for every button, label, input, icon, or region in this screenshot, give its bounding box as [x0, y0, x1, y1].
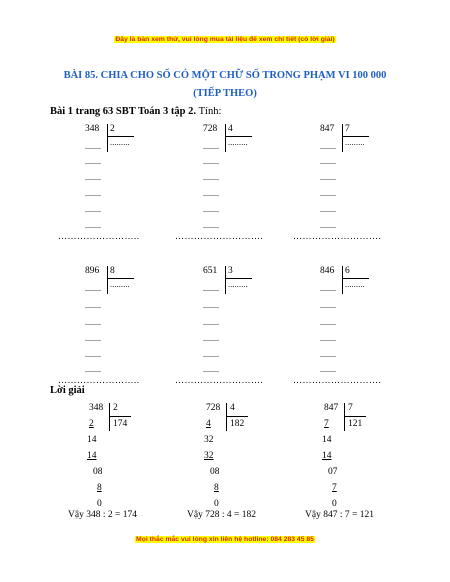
- subtrahend: 7: [332, 483, 337, 493]
- conclusion-1: Vậy 348 : 2 = 174: [68, 510, 137, 520]
- solution-3: [320, 403, 430, 521]
- work-blank: ........: [85, 157, 101, 166]
- problem-3: [315, 124, 415, 234]
- work-blank: ........: [320, 301, 336, 310]
- division-underline: [226, 416, 248, 417]
- division-bar: [226, 403, 227, 431]
- work-blank: ........: [85, 365, 101, 374]
- separator-line: ……………………..: [58, 375, 140, 385]
- work-blank: ........: [85, 142, 101, 151]
- remainder: 08: [210, 467, 220, 477]
- work-blank: ........: [320, 365, 336, 374]
- quotient: 174: [113, 419, 128, 429]
- work-blank: ........: [320, 284, 336, 293]
- division-bar: [342, 266, 343, 294]
- conclusion-2: Vậy 728 : 4 = 182: [187, 510, 256, 520]
- exercise-prompt: Tính:: [198, 106, 222, 117]
- subtrahend: 4: [206, 419, 211, 429]
- division-bar: [344, 403, 345, 431]
- dividend: 846: [320, 266, 335, 276]
- division-underline: [107, 278, 134, 279]
- work-blank: ........: [320, 350, 336, 359]
- divisor: 4: [228, 124, 233, 134]
- quotient-blank: .........: [345, 280, 365, 289]
- work-blank: ........: [203, 365, 219, 374]
- divisor: 2: [110, 124, 115, 134]
- quotient-blank: .........: [110, 138, 130, 147]
- work-blank: ........: [320, 173, 336, 182]
- work-blank: ........: [85, 301, 101, 310]
- division-bar: [225, 266, 226, 294]
- work-blank: ........: [85, 221, 101, 230]
- quotient-blank: .........: [110, 280, 130, 289]
- work-blank: ........: [203, 318, 219, 327]
- subtrahend: 14: [87, 451, 97, 461]
- work-blank: ........: [85, 189, 101, 198]
- separator-line: ……………………….: [293, 231, 382, 241]
- dividend: 847: [320, 124, 335, 134]
- division-bar: [109, 403, 110, 431]
- divisor: 2: [113, 403, 118, 413]
- page-title: BÀI 85. CHIA CHO SỐ CÓ MỘT CHỮ SỐ TRONG PHẠM VI 100 000: [63, 70, 387, 81]
- divisor: 7: [348, 403, 353, 413]
- work-blank: ........: [320, 334, 336, 343]
- work-blank: ........: [320, 205, 336, 214]
- work-blank: ........: [320, 142, 336, 151]
- subtrahend: 14: [322, 451, 332, 461]
- remainder: 07: [328, 467, 338, 477]
- division-underline: [107, 136, 134, 137]
- quotient-blank: .........: [345, 138, 365, 147]
- dividend: 651: [203, 266, 218, 276]
- work-blank: ........: [85, 284, 101, 293]
- remainder: 14: [87, 435, 97, 445]
- work-blank: ........: [320, 221, 336, 230]
- dividend: 348: [85, 124, 100, 134]
- work-blank: ........: [85, 318, 101, 327]
- solution-2: [202, 403, 312, 521]
- problem-5: [198, 266, 298, 376]
- dividend: 348: [89, 403, 104, 413]
- work-blank: ........: [203, 221, 219, 230]
- work-blank: ........: [203, 189, 219, 198]
- divisor: 6: [345, 266, 350, 276]
- division-underline: [342, 278, 369, 279]
- divisor: 3: [228, 266, 233, 276]
- preview-banner-text: Đây là bản xem thử, vui lòng mua tài liệu để xem chi tiết (có lời giải): [115, 36, 335, 43]
- problem-6: [315, 266, 415, 376]
- division-bar: [225, 124, 226, 152]
- remainder: 14: [322, 435, 332, 445]
- division-bar: [342, 124, 343, 152]
- division-underline: [225, 136, 252, 137]
- quotient: 182: [230, 419, 245, 429]
- divisor: 4: [230, 403, 235, 413]
- quotient: 121: [348, 419, 363, 429]
- solution-1: [85, 403, 195, 521]
- work-blank: ........: [203, 301, 219, 310]
- dividend: 847: [324, 403, 339, 413]
- separator-line: ……………………….: [175, 231, 264, 241]
- separator-line: ……………………….: [175, 375, 264, 385]
- work-blank: ........: [203, 284, 219, 293]
- preview-banner: [0, 36, 450, 43]
- work-blank: ........: [203, 142, 219, 151]
- work-blank: ........: [203, 157, 219, 166]
- dividend: 728: [203, 124, 218, 134]
- remainder: 0: [214, 499, 219, 509]
- work-blank: ........: [320, 318, 336, 327]
- remainder: 32: [204, 435, 214, 445]
- division-bar: [107, 266, 108, 294]
- work-blank: ........: [85, 350, 101, 359]
- work-blank: ........: [85, 334, 101, 343]
- quotient-blank: .........: [228, 280, 248, 289]
- work-blank: ........: [203, 350, 219, 359]
- page-subtitle: (TIẾP THEO): [193, 88, 257, 99]
- subtrahend: 7: [324, 419, 329, 429]
- work-blank: ........: [85, 205, 101, 214]
- work-blank: ........: [85, 173, 101, 182]
- problem-2: [198, 124, 298, 234]
- dividend: 896: [85, 266, 100, 276]
- remainder: 0: [97, 499, 102, 509]
- division-underline: [344, 416, 366, 417]
- problem-1: [80, 124, 180, 234]
- work-blank: ........: [203, 334, 219, 343]
- division-bar: [107, 124, 108, 152]
- work-blank: ........: [320, 189, 336, 198]
- work-blank: ........: [320, 157, 336, 166]
- subtrahend: 32: [204, 451, 214, 461]
- exercise-label: Bài 1 trang 63 SBT Toán 3 tập 2.: [50, 106, 196, 117]
- hotline-banner: [0, 536, 450, 543]
- remainder: 0: [332, 499, 337, 509]
- division-underline: [225, 278, 252, 279]
- conclusion-3: Vậy 847 : 7 = 121: [305, 510, 374, 520]
- remainder: 08: [93, 467, 103, 477]
- exercise-heading: [50, 106, 221, 117]
- solution-heading: Lời giải: [50, 385, 85, 396]
- work-blank: ........: [203, 173, 219, 182]
- separator-line: ……………………..: [58, 231, 140, 241]
- divisor: 7: [345, 124, 350, 134]
- division-underline: [342, 136, 369, 137]
- subtrahend: 8: [97, 483, 102, 493]
- division-underline: [109, 416, 131, 417]
- dividend: 728: [206, 403, 221, 413]
- problem-4: [80, 266, 180, 376]
- hotline-text: Mọi thắc mắc vui lòng xin liên hệ hotline: 084 283 45 85: [136, 536, 314, 543]
- separator-line: ……………………….: [293, 375, 382, 385]
- divisor: 8: [110, 266, 115, 276]
- subtrahend: 2: [89, 419, 94, 429]
- quotient-blank: .........: [228, 138, 248, 147]
- work-blank: ........: [203, 205, 219, 214]
- subtrahend: 8: [214, 483, 219, 493]
